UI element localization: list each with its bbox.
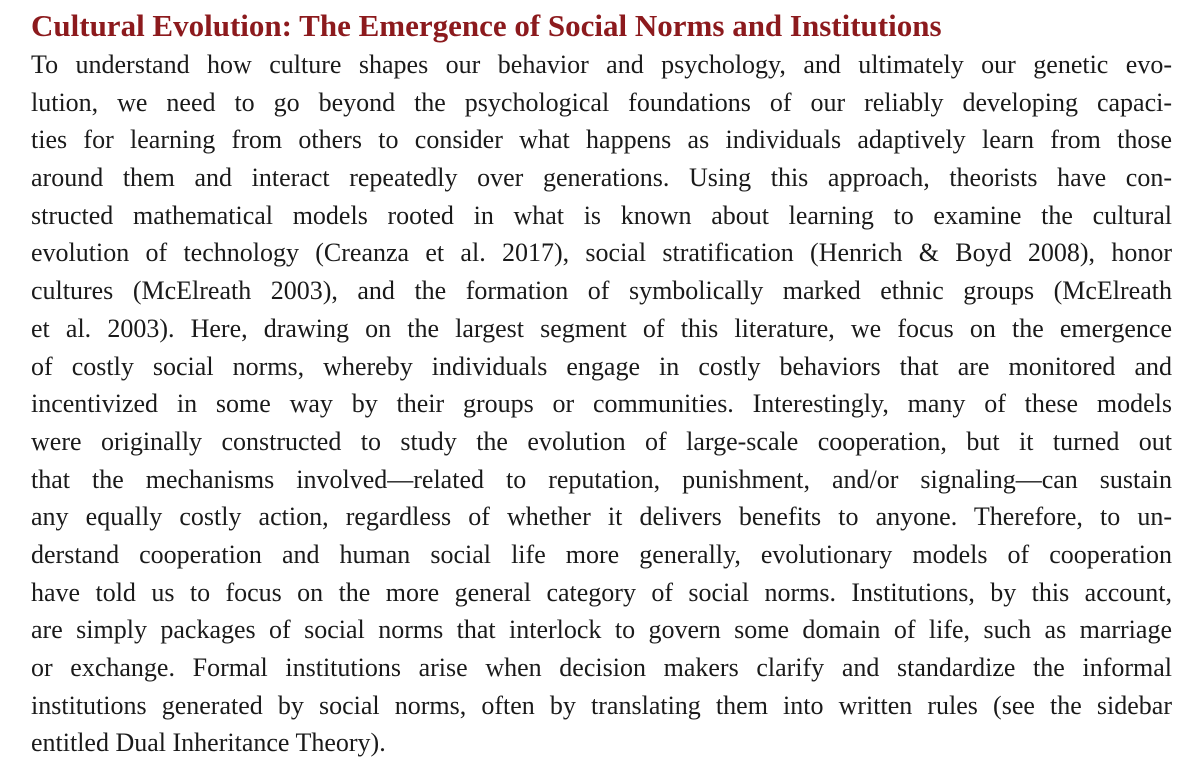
paragraph-line: have told us to focus on the more general category of social norms. Institutions, by this account, — [31, 577, 1172, 607]
paragraph-line: institutions generated by social norms, often by translating them into written rules (see the sidebar — [31, 690, 1172, 720]
paragraph-line: lution, we need to go beyond the psychological foundations of our reliably developing capaci- — [31, 87, 1172, 117]
paragraph-line: ties for learning from others to consider what happens as individuals adaptively learn from those — [31, 125, 1172, 155]
section-heading: Cultural Evolution: The Emergence of Social Norms and Institutions — [31, 8, 942, 43]
paragraph-line: any equally costly action, regardless of whether it delivers benefits to anyone. Therefore, to un- — [31, 502, 1172, 532]
paragraph-line: or exchange. Formal institutions arise when decision makers clarify and standardize the informal — [31, 653, 1172, 682]
paragraph-line: incentivized in some way by their groups or communities. Interestingly, many of these models — [31, 389, 1172, 419]
paragraph-line: were originally constructed to study the evolution of large-scale cooperation, but it turned out — [31, 426, 1172, 456]
paragraph-line: structed mathematical models rooted in what is known about learning to examine the cultural — [31, 200, 1172, 230]
paragraph-line: that the mechanisms involved—related to reputation, punishment, and/or signaling—can sustain — [31, 464, 1172, 494]
paragraph-line: To understand how culture shapes our behavior and psychology, and ultimately our genetic evo- — [31, 50, 1172, 79]
paragraph-line: entitled Dual Inheritance Theory). — [31, 728, 386, 758]
paragraph-line: derstand cooperation and human social life more generally, evolutionary models of cooperation — [31, 539, 1172, 569]
paragraph-line: et al. 2003). Here, drawing on the largest segment of this literature, we focus on the emergence — [31, 313, 1172, 343]
paragraph-line: evolution of technology (Creanza et al. 2017), social stratification (Henrich & Boyd 2008), honor — [31, 238, 1172, 268]
paragraph-line: are simply packages of social norms that interlock to govern some domain of life, such as marriage — [31, 615, 1172, 645]
paragraph-line: of costly social norms, whereby individuals engage in costly behaviors that are monitored and — [31, 351, 1172, 381]
paragraph-line: around them and interact repeatedly over generations. Using this approach, theorists have con- — [31, 163, 1172, 193]
paragraph-line: cultures (McElreath 2003), and the formation of symbolically marked ethnic groups (McElreath — [31, 276, 1172, 306]
body-paragraph — [31, 46, 1172, 762]
